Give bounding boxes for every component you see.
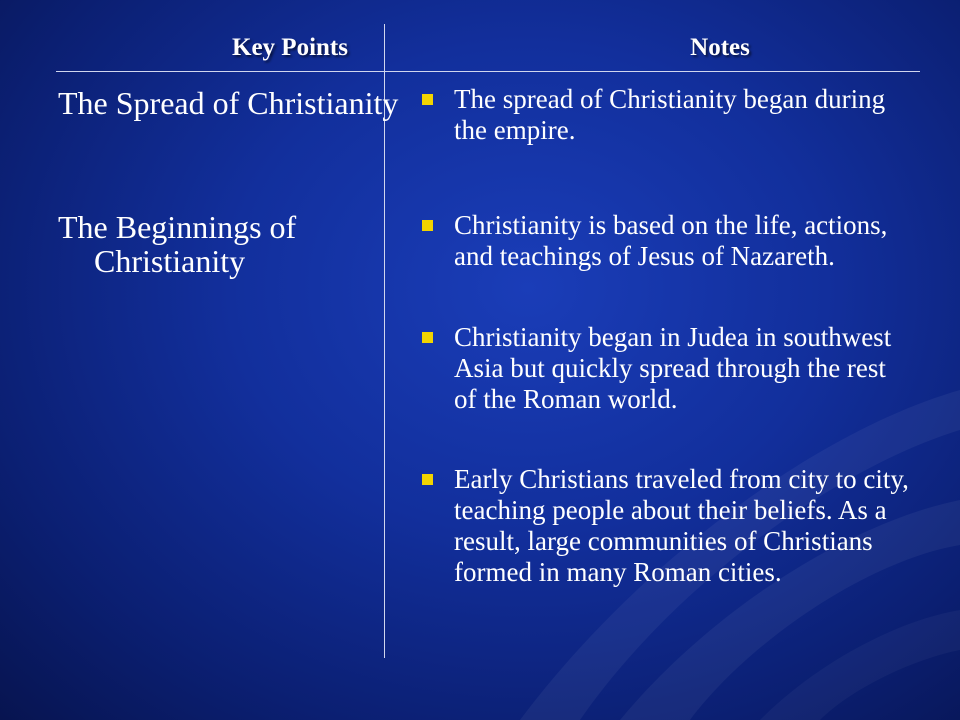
- key-point-beginnings-of-christianity: The Beginnings of Christianity: [58, 209, 297, 279]
- square-bullet-icon: [422, 332, 433, 343]
- header-divider: [56, 71, 920, 72]
- note-item: [418, 210, 914, 272]
- note-text: The spread of Christianity began during the empire.: [454, 84, 886, 145]
- square-bullet-icon: [422, 94, 433, 105]
- note-text: Early Christians traveled from city to city, teaching people about their beliefs. As a result, large communities of Christians formed in many Roman cities.: [454, 464, 909, 587]
- notes-header: Notes: [690, 34, 750, 61]
- square-bullet-icon: [422, 474, 433, 485]
- note-text: Christianity is based on the life, actions, and teachings of Jesus of Nazareth.: [454, 210, 888, 271]
- note-item: [418, 84, 914, 146]
- note-item: [418, 464, 914, 588]
- key-points-header: Key Points: [232, 34, 348, 61]
- square-bullet-icon: [422, 220, 433, 231]
- note-item: [418, 322, 914, 415]
- key-point-spread-of-christianity: The Spread of Christianity: [58, 85, 399, 121]
- note-text: Christianity began in Judea in southwest Asia but quickly spread through the rest of the Roman world.: [454, 322, 892, 414]
